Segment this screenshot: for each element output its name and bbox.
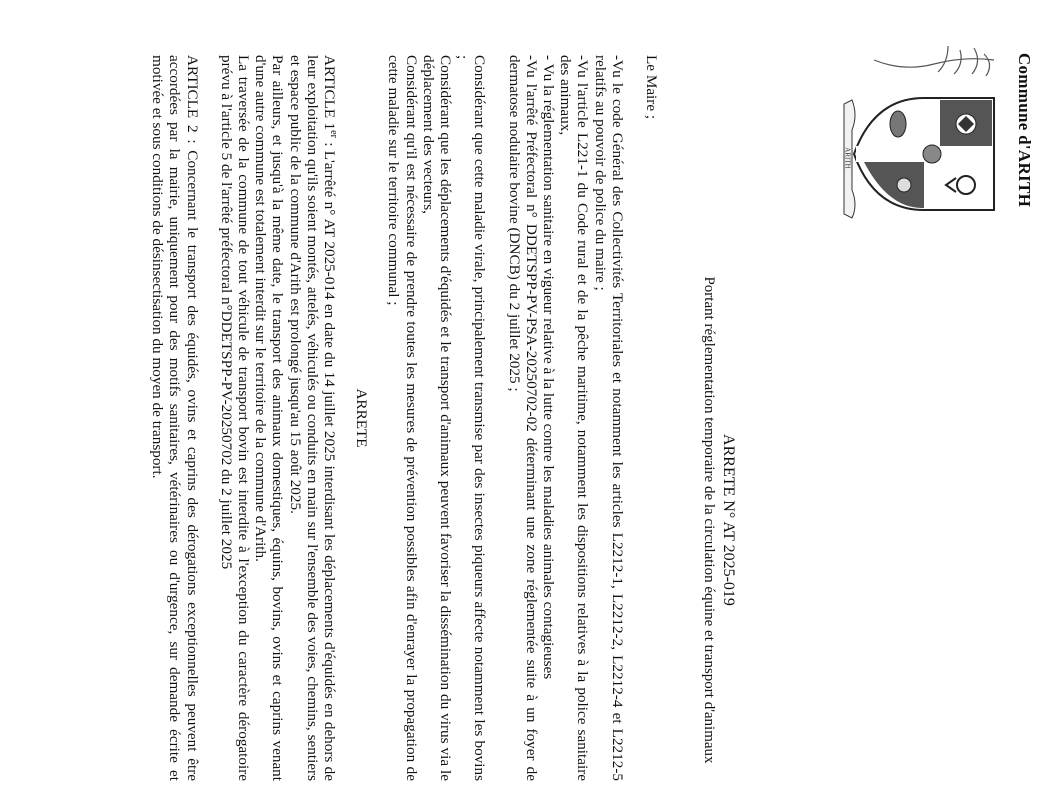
title-block bbox=[700, 265, 737, 775]
arrete-heading: ARRETE bbox=[353, 388, 371, 448]
arrete-subtitle: Portant réglementation temporaire de la circulation équine et transport d'animaux bbox=[701, 276, 717, 764]
article-1-para-2: Par ailleurs, et jusqu'à la même date, le transport des animaux domestiques, équins, bovins, ovins et caprins venant d'une autre commune est totalement interdit sur le territoire de la commune d'Arith. bbox=[252, 55, 287, 781]
crest-banner-text: ARITH bbox=[843, 147, 852, 169]
consideration-3: - Vu la réglementation sanitaire en vigueur relative à la lutte contre les maladies animales contagieuses bbox=[539, 55, 557, 680]
arrete-number: ARRETE N° AT 2025-019 bbox=[720, 434, 737, 606]
ornament-left-icon bbox=[874, 46, 994, 76]
commune-name: Commune d'ARITH bbox=[1015, 52, 1034, 208]
mayor-line: Le Maire ; bbox=[643, 55, 660, 120]
article-1-sup: er bbox=[328, 130, 340, 138]
article-2: ARTICLE 2 : Concernant le transport des équidés, ovins et caprins des dérogations exceptionnelles peuvent être accordées par la mairie, uniquement pour des motifs sanitaires, vétérinaires ou d'urgence, sur demande écrite et motivée et sous conditions de désinsectisation du moyen de transport. bbox=[149, 55, 201, 781]
consideration-4: -Vu l'arrêté Préfectoral n° DDETSPP-PV-PSA-20250702-02 déterminant une zone réglementée suite à un foyer de dermatose nodulaire bovine (DNCB) du 2 juillet 2025 ; bbox=[505, 55, 540, 781]
coat-of-arms bbox=[842, 40, 1014, 240]
consideration-1: -Vu le code Général des Collectivités Territoriales et notamment les articles L2212-1, L2212-2, L2212-4 et L2212-5 relatifs au pouvoir de police du maire ; bbox=[591, 55, 626, 781]
considering-1: Considérant que cette maladie virale, principalement transmise par des insectes piqueurs affecte notamment les bovins ; bbox=[454, 55, 489, 781]
considering-3: Considérant qu'il est nécessaire de prendre toutes les mesures de prévention possibles afin d'enrayer la propagation de cette maladie sur le territoire communal ; bbox=[385, 55, 420, 781]
article-1-text: : L'arrêté n° AT 2025-014 en date du 14 juillet 2025 interdisant les déplacements d'équidés en dehors de leur exploitation qu'ils soient montés, attelés, véhiculés ou conduits en main sur l'ensemble des voies, chemins, sentiers et espace public de la commune d'Arith est prolongé jusqu'au 15 août 2025. bbox=[286, 55, 338, 781]
article-1-para-3: La traversée de la commune de tout véhicule de transport bovin est interdite à l'exception du caractère dérogatoire prévu à l'article 5 de l'arrêté préfectoral n°DDETSPP-PV-20250702 du 2 juillet 2025 bbox=[217, 55, 252, 781]
considering-2: Considérant que les déplacements d'équidés et le transport d'animaux peuvent favoriser la dissémination du virus via le déplacement des vecteurs, bbox=[419, 55, 454, 781]
article-1 bbox=[286, 55, 338, 781]
document-body bbox=[149, 55, 660, 781]
consideration-2: -Vu l'article L221-1 du Code rural et de la pêche maritime, notamment les dispositions relatives à la police sanitaire des animaux, bbox=[557, 55, 592, 781]
article-1-label: ARTICLE 1 bbox=[320, 55, 338, 131]
